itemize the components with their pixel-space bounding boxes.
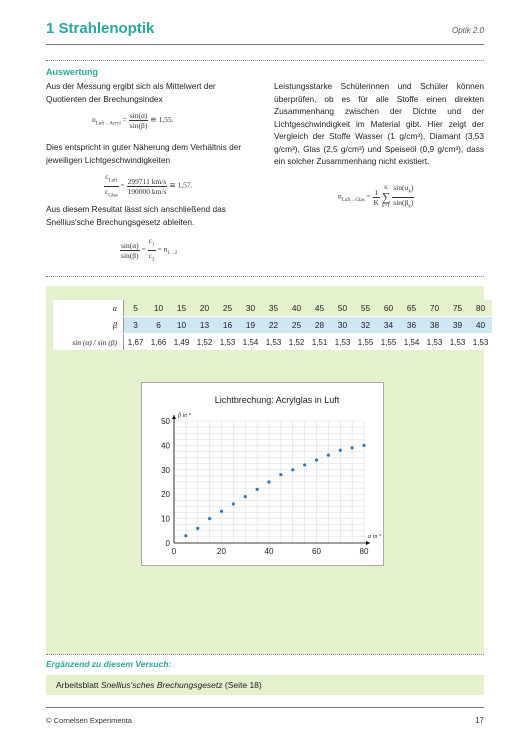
f3-den: sin(β) (121, 250, 139, 260)
cell-alpha: 25 (216, 300, 239, 317)
f3-num2-sub: 1 (152, 242, 155, 248)
right-paragraph-1: Leistungsstarke Schülerinnen und Schüler können überprüfen, ob es für alle Stoffe einen direkten Zusammenhang zwischen der Dichte und der Lichtgeschwindigkeit im Material gibt. Hier zeigt der Vergleich der Stoffe Wasser (1 g/cm³), Diamant (3,53 g/cm³), Glas (2,5 g/cm³) und Speiseöl (0,9 g/cm³), dass ein solcher Zusammenhang nicht existiert. (274, 81, 484, 166)
cell-alpha: 45 (308, 300, 331, 317)
cell-alpha: 5 (124, 300, 148, 317)
cell-alpha: 65 (400, 300, 423, 317)
y-tick-label: 10 (161, 514, 170, 524)
measurement-table (53, 300, 492, 350)
y-tick-label: 0 (165, 539, 170, 548)
cell-ratio: 1,55 (377, 334, 400, 351)
y-tick-label: 20 (161, 490, 170, 500)
section-title: Auswertung (46, 67, 99, 77)
cell-beta: 10 (170, 317, 193, 334)
chart-title: Lichtbrechung: Acrylglas in Luft (214, 395, 340, 405)
formula-refraction-index: $n_{Luft\to Acryl}$ = $\frac{\sin(\alpha)}{\sin(\beta)}$ ≅ 1,55. (92, 111, 174, 130)
data-point (267, 480, 270, 483)
f1-num: sin(α) (129, 111, 148, 120)
cell-ratio: 1,53 (423, 334, 446, 351)
rf-sub: Luft→Glas (341, 198, 365, 204)
cell-beta: 28 (308, 317, 331, 334)
header-right-label: Optik 2.0 (451, 26, 484, 35)
f3-rhs: n (163, 244, 168, 254)
f3-rhs-sub: 1→2 (167, 251, 178, 257)
footer-rule (46, 707, 484, 708)
cell-ratio: 1,54 (239, 334, 262, 351)
header-rule (46, 44, 484, 45)
supplement-text (56, 680, 262, 690)
rf-frac-den: K (373, 197, 379, 207)
cell-alpha: 40 (285, 300, 308, 317)
row-label-alpha: α (53, 300, 124, 317)
data-point (291, 468, 294, 471)
f2-den-lhs: c (105, 186, 109, 196)
supplement-title: Ergänzend zu diesem Versuch: (46, 659, 172, 669)
cell-beta: 36 (400, 317, 423, 334)
x-tick-label: 20 (217, 547, 226, 556)
page-number: 17 (475, 716, 484, 725)
data-point (327, 454, 330, 457)
chart-box (141, 382, 384, 566)
data-point (232, 502, 235, 505)
f2-fraction-right (127, 177, 168, 196)
data-point (184, 534, 187, 537)
cell-ratio: 1,52 (285, 334, 308, 351)
divider-before-table (46, 276, 484, 277)
rf-sum-bottom: k=1 (382, 203, 390, 209)
x-axis-label: α in ° (368, 534, 382, 540)
cell-ratio: 1,52 (193, 334, 216, 351)
f1-fraction (129, 111, 149, 130)
cell-ratio: 1,66 (147, 334, 170, 351)
y-tick-label: 40 (161, 441, 170, 451)
cell-beta: 39 (446, 317, 469, 334)
x-tick-label: 40 (264, 547, 274, 556)
row-label-beta: β (53, 317, 124, 334)
data-point (220, 510, 223, 513)
x-tick-label: 0 (171, 547, 177, 556)
formula-mean-index (338, 183, 414, 211)
cell-beta: 22 (262, 317, 285, 334)
cell-beta: 34 (377, 317, 400, 334)
cell-alpha: 35 (262, 300, 285, 317)
y-tick-label: 30 (161, 465, 170, 475)
f2-fraction-left (104, 172, 119, 200)
footer-copyright: © Cornelsen Experimenta (46, 716, 132, 725)
data-point (256, 488, 259, 491)
f1-lhs: n (92, 115, 96, 125)
rf-eq: = (366, 191, 371, 201)
f2-num-sub: Luft (108, 178, 118, 184)
cell-beta: 19 (239, 317, 262, 334)
rf-frac-num: 1 (374, 187, 379, 197)
cell-ratio: 1,51 (308, 334, 331, 351)
left-paragraph-3: Aus diesem Resultat lässt sich anschließend das Snellius'sche Brechungsgesetz ableiten. (46, 204, 226, 227)
x-tick-label: 60 (312, 547, 321, 556)
data-point (339, 449, 342, 452)
rf-inner-den-sub: k (408, 204, 411, 209)
cell-ratio: 1,53 (331, 334, 354, 351)
f1-sub: Luft→Acryl (95, 121, 121, 127)
rf-frac (373, 188, 380, 207)
sum-symbol-icon: ∑ (381, 189, 391, 204)
data-point (362, 444, 365, 447)
cell-alpha: 15 (170, 300, 193, 317)
f3-num2: c (148, 236, 153, 245)
supplement-suffix: (Seite 18) (222, 680, 262, 690)
cell-alpha: 20 (193, 300, 216, 317)
cell-alpha: 60 (377, 300, 400, 317)
f2-den-rhs: 190000 km/s (127, 186, 167, 196)
data-point (244, 495, 247, 498)
left-paragraph-2: Dies entspricht in guter Näherung dem Verhältnis der jeweiligen Lichtgeschwindigkeiten (46, 142, 242, 165)
cell-beta: 32 (354, 317, 377, 334)
f2-den-sub: Glas (108, 193, 118, 198)
data-point (351, 446, 354, 449)
cell-ratio: 1,53 (216, 334, 239, 351)
cell-beta: 6 (147, 317, 170, 334)
rf-inner-num-sub: k (408, 189, 411, 195)
table-row-alpha (53, 300, 492, 317)
rf-lhs: n (338, 191, 342, 201)
data-point (315, 458, 318, 461)
supplement-worksheet-link[interactable]: Snellius'sches Brechungsgesetz (100, 680, 223, 690)
left-paragraph-1: Aus der Messung ergibt sich als Mittelwert der Quotienten der Brechungsindex (46, 81, 216, 104)
data-point (196, 527, 199, 530)
y-axis-label: β in ° (178, 413, 192, 419)
cell-ratio: 1,53 (446, 334, 469, 351)
chapter-title: 1 Strahlenoptik (46, 20, 155, 37)
cell-ratio: 1,53 (469, 334, 492, 351)
f3-num: sin(α) (121, 240, 139, 250)
x-tick-label: 80 (359, 547, 369, 556)
cell-ratio: 1,55 (354, 334, 377, 351)
cell-alpha: 70 (423, 300, 446, 317)
cell-ratio: 1,54 (400, 334, 423, 351)
cell-ratio: 1,67 (124, 334, 148, 351)
cell-alpha: 75 (446, 300, 469, 317)
cell-ratio: 1,49 (170, 334, 193, 351)
cell-beta: 40 (469, 317, 492, 334)
table-row-ratio (53, 334, 492, 351)
rf-sum-top: K (384, 185, 388, 191)
cell-beta: 13 (193, 317, 216, 334)
section-divider (46, 60, 484, 61)
f1-rhs: ≅ 1,55. (150, 115, 174, 125)
cell-beta: 25 (285, 317, 308, 334)
f3-den2: c (148, 250, 153, 260)
f2-tail: ≅ 1,57. (169, 180, 193, 190)
data-point (208, 517, 211, 520)
f2-num-rhs: 299711 km/s (127, 176, 167, 186)
formula-snellius: $\frac{\sin(\alpha)}{\sin(\beta)}$ = $\frac{c_1}{c_2}$ = $n_{1\to 2}$ (121, 236, 178, 262)
y-tick-label: 50 (161, 417, 170, 426)
data-point (279, 473, 282, 476)
rf-inner-frac: $\frac{\sin(\alpha_k)}{\sin(\beta_k)}$ (393, 183, 414, 209)
cell-beta: 30 (331, 317, 354, 334)
cell-alpha: 50 (331, 300, 354, 317)
rf-inner-den: sin(β (393, 197, 409, 207)
f3-den2-sub: 2 (152, 257, 155, 262)
table-row-beta (53, 317, 492, 334)
cell-ratio: 1,53 (262, 334, 285, 351)
formula-light-speed: $\frac{c_{Luft}}{c_{Glas}}$ = $\frac{299711 km/s}{190000 km/s}$ ≅ 1,57. (105, 172, 193, 198)
scatter-chart (142, 383, 383, 565)
data-point (303, 463, 306, 466)
supplement-prefix: Arbeitsblatt (56, 680, 101, 690)
cell-beta: 16 (216, 317, 239, 334)
cell-alpha: 30 (239, 300, 262, 317)
cell-alpha: 55 (354, 300, 377, 317)
divider-after-panel (46, 654, 484, 655)
f3-fraction-1 (120, 241, 140, 260)
x-axis-arrow-icon (366, 541, 370, 545)
cell-beta: 3 (124, 317, 148, 334)
cell-beta: 38 (423, 317, 446, 334)
f2-num-lhs: c (105, 172, 109, 181)
cell-alpha: 80 (469, 300, 492, 317)
rf-inner-num: sin(α (393, 183, 409, 192)
f3-fraction-2 (148, 236, 156, 264)
y-axis-arrow-icon (172, 415, 176, 419)
f1-den: sin(β) (129, 121, 148, 130)
cell-alpha: 10 (147, 300, 170, 317)
row-label-ratio: sin (α) / sin (β) (53, 334, 124, 351)
rf-sum (382, 185, 391, 210)
